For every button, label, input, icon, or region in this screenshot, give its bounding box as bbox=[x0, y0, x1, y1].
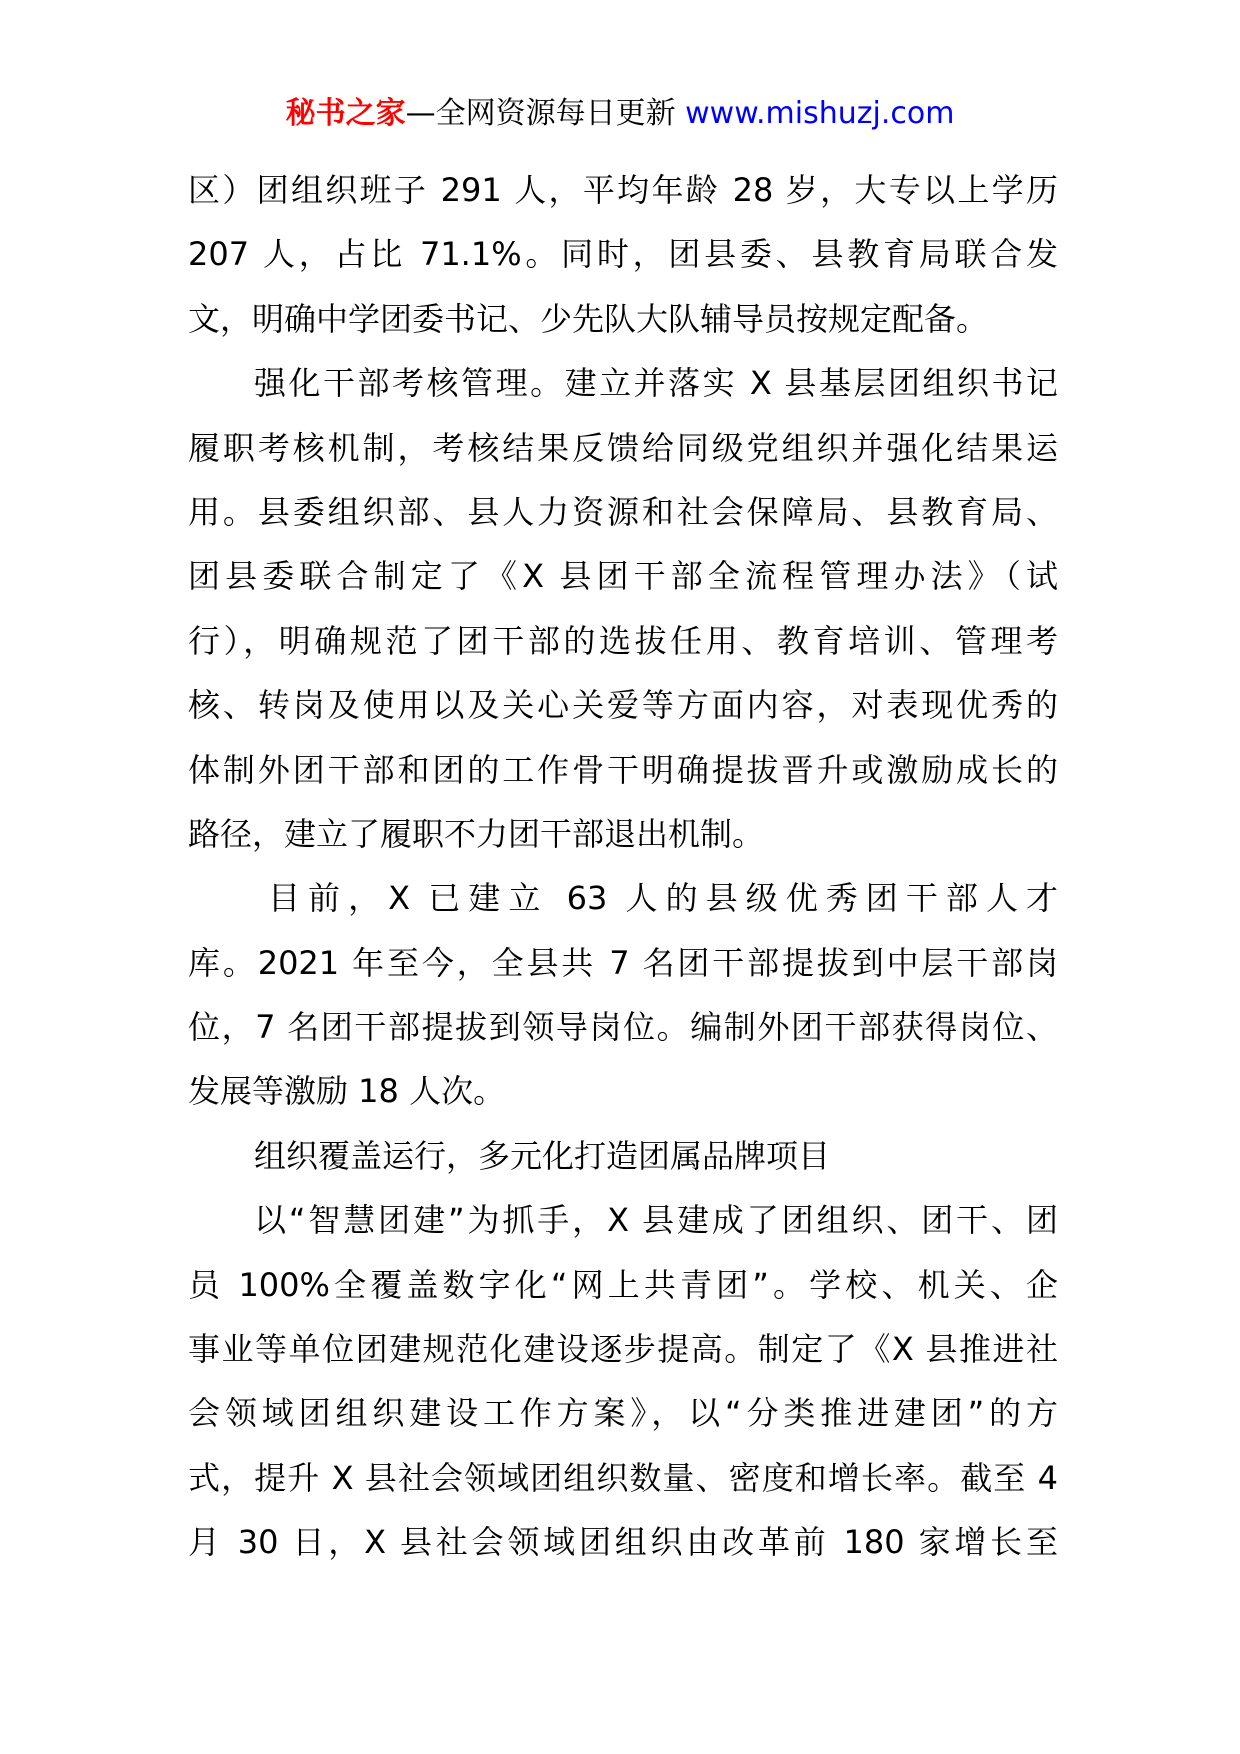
text-line: 以“智慧团建”为抓手，X 县建成了团组织、团干、团 bbox=[254, 1201, 1058, 1240]
text-line: 位，7 名团干部提拔到领导岗位。编制外团干部获得岗位、 bbox=[188, 1008, 1058, 1047]
text-line: 会领域团组织建设工作方案》，以“分类推进建团”的方 bbox=[188, 1394, 1058, 1433]
text-line: 区）团组织班子 291 人，平均年龄 28 岁，大专以上学历 bbox=[188, 171, 1058, 209]
text-line: 207 人，占比 71.1%。同时，团县委、县教育局联合发 bbox=[188, 235, 1058, 274]
text-line: 库。2021 年至今，全县共 7 名团干部提拔到中层干部岗 bbox=[188, 943, 1058, 982]
text-line: 员 100%全覆盖数字化“网上共青团”。学校、机关、企 bbox=[188, 1265, 1058, 1304]
text-line: 团县委联合制定了《X 县团干部全流程管理办法》（试 bbox=[188, 557, 1058, 596]
text-line: 文，明确中学团委书记、少先队大队辅导员按规定配备。 bbox=[188, 299, 989, 338]
page-header bbox=[0, 94, 1240, 134]
header-separator: — bbox=[405, 96, 436, 131]
header-tagline: 全网资源每日更新 bbox=[435, 96, 686, 131]
text-line: 发展等激励 18 人次。 bbox=[188, 1072, 506, 1111]
text-line: 履职考核机制，考核结果反馈给同级党组织并强化结果运 bbox=[188, 428, 1058, 467]
brand-name: 秘书之家 bbox=[285, 96, 406, 131]
website-link[interactable]: www.mishuzj.com bbox=[685, 96, 955, 131]
document-body bbox=[188, 158, 1058, 1575]
text-line: 用。县委组织部、县人力资源和社会保障局、县教育局、 bbox=[188, 492, 1058, 531]
text-line: 事业等单位团建规范化建设逐步提高。制定了《X 县推进社 bbox=[188, 1330, 1058, 1369]
text-line: 月 30 日，X 县社会领域团组织由改革前 180 家增长至 bbox=[188, 1523, 1058, 1562]
section-heading: 组织覆盖运行，多元化打造团属品牌项目 bbox=[254, 1136, 831, 1175]
text-line: 路径，建立了履职不力团干部退出机制。 bbox=[188, 814, 765, 853]
text-line: 式，提升 X 县社会领域团组织数量、密度和增长率。截至 4 bbox=[188, 1458, 1058, 1497]
text-line: 体制外团干部和团的工作骨干明确提拔晋升或激励成长的 bbox=[188, 750, 1058, 789]
text-line: 核、转岗及使用以及关心关爱等方面内容，对表现优秀的 bbox=[188, 686, 1058, 725]
paragraph-heading: 强化干部考核管理。建立并落实 X 县基层团组织书记 bbox=[254, 364, 1058, 403]
text-line: 行），明确规范了团干部的选拔任用、教育培训、管理考 bbox=[188, 621, 1058, 660]
text-line: 目前，X 已建立 63 人的县级优秀团干部人才 bbox=[268, 879, 1058, 918]
